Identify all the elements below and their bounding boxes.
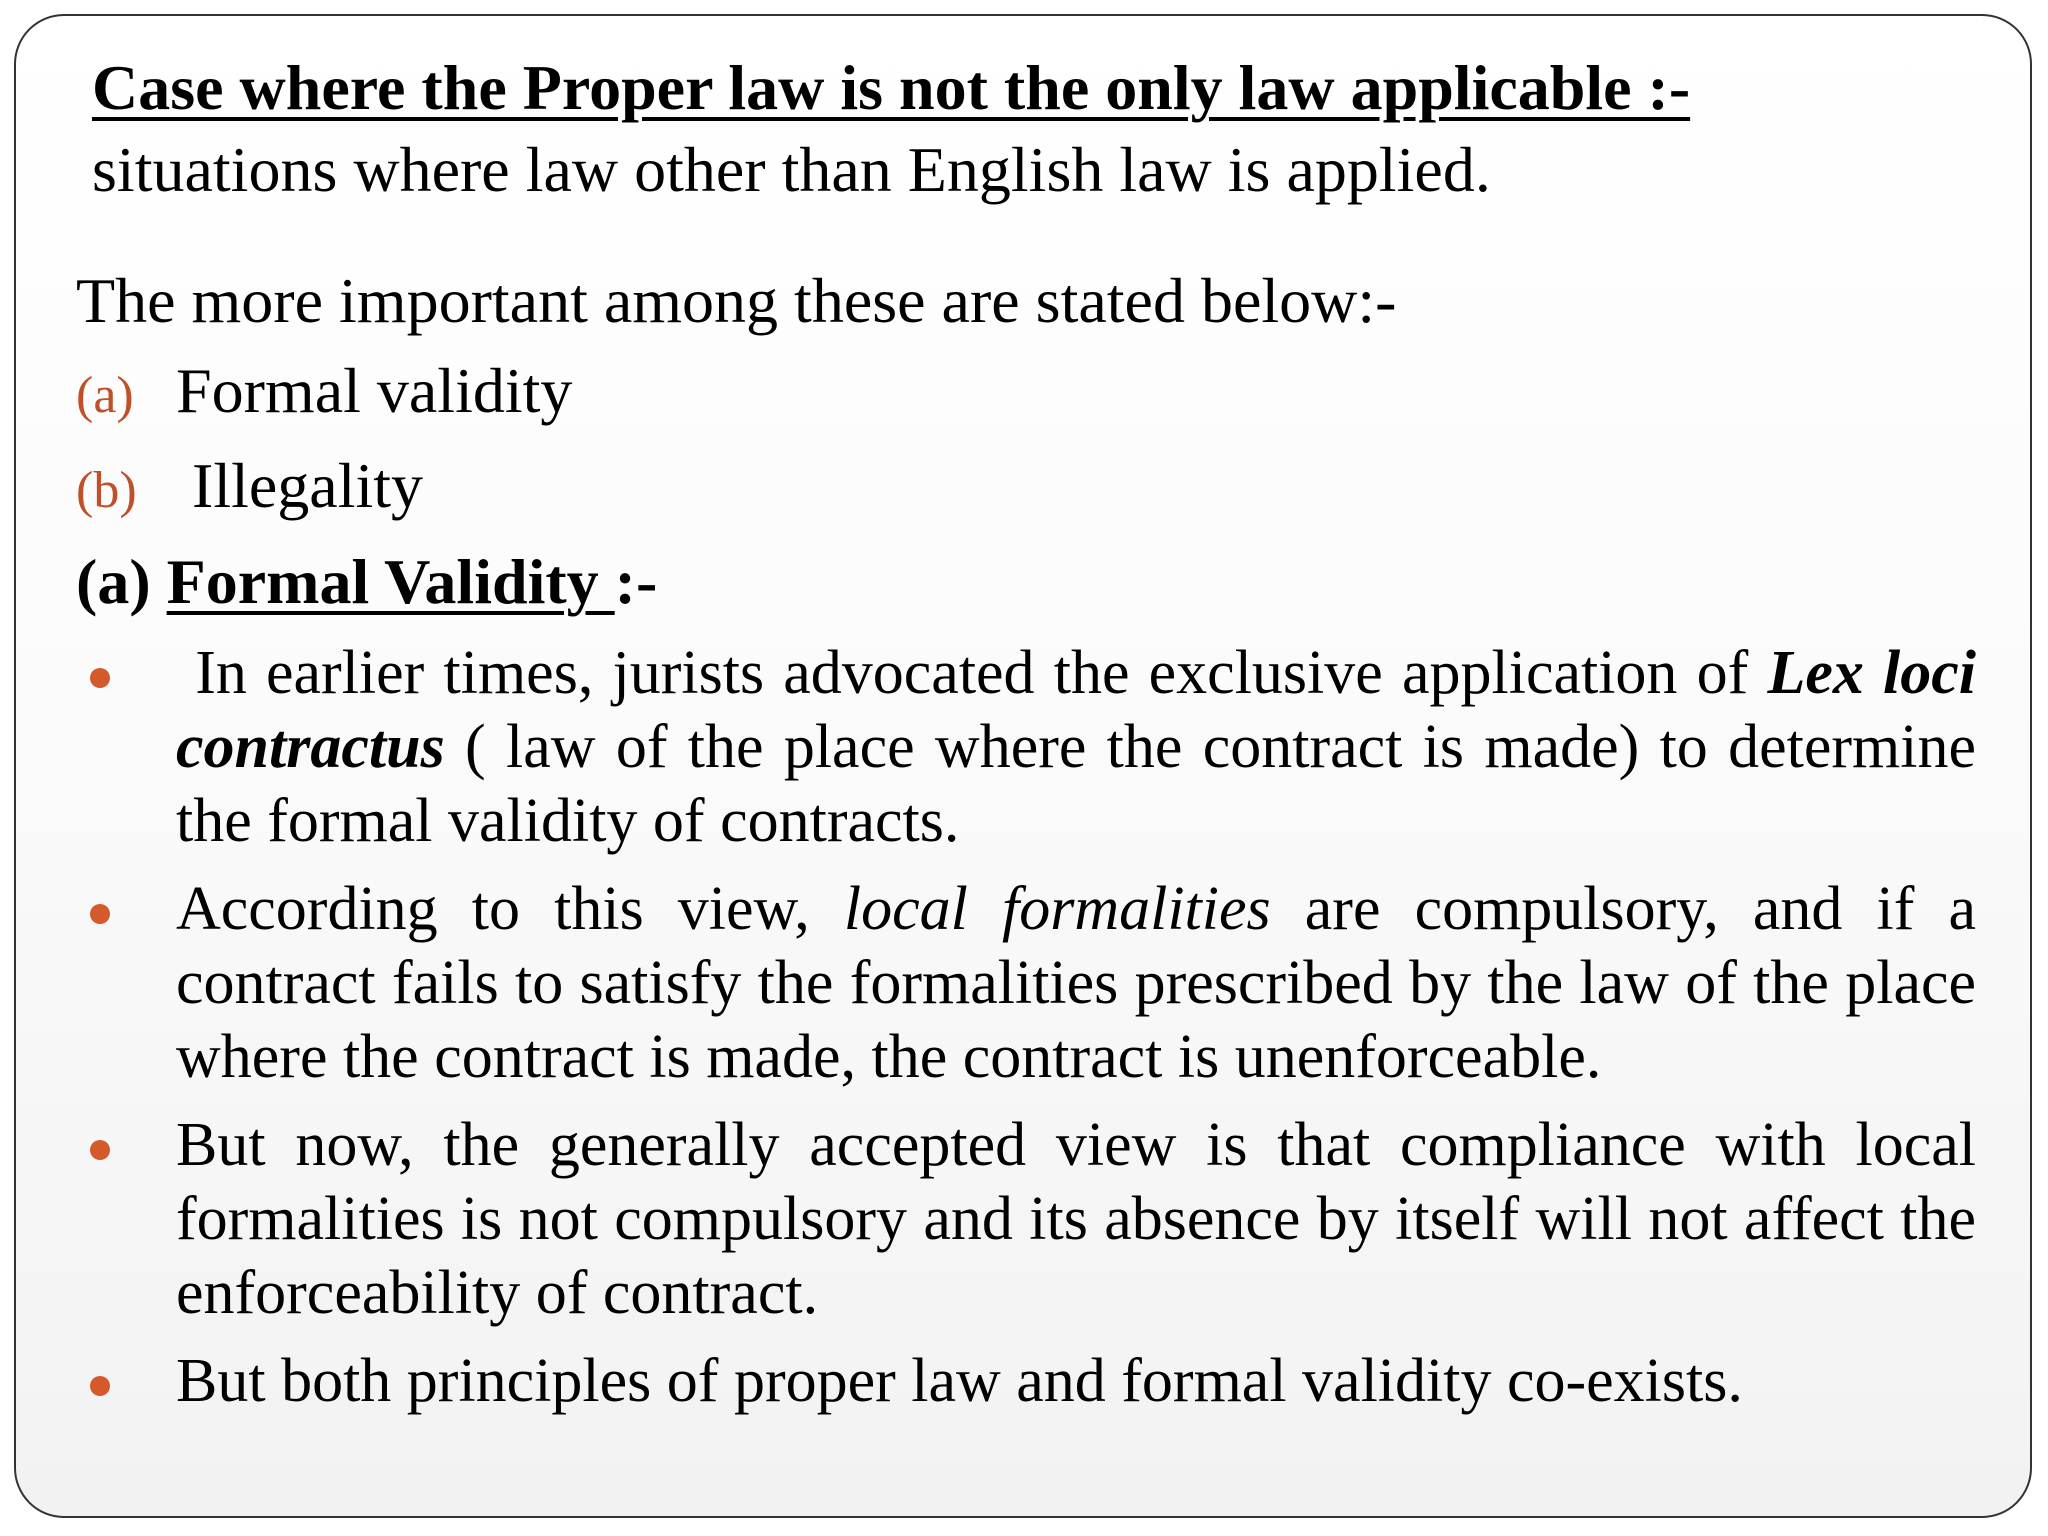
bullet-item (76, 1344, 1996, 1418)
bullet-dot-icon (76, 1344, 176, 1418)
enum-item-illegality (76, 441, 1996, 536)
bullet-text-part: are compulsory, and if a contract fails to satisfy the formalities prescribed by the law of the place where the contract is made, the contract is unenforceable. (176, 875, 1992, 1091)
section-suffix: :- (614, 546, 658, 617)
slide-subheading: situations where law other than English law is applied. (92, 134, 1491, 205)
slide-heading: Case where the Proper law is not the only law applicable :- (92, 52, 1691, 123)
latin-term: Lex loci contractus (176, 639, 1976, 781)
section-prefix: (a) (76, 546, 167, 617)
bullet-text (176, 636, 1992, 858)
intro-text: The more important among these are stated below:- (76, 265, 1397, 336)
bullet-item (76, 636, 1996, 858)
bullet-text: But both principles of proper law and formal validity co-exists. (176, 1347, 1743, 1415)
enum-label: Illegality (192, 450, 424, 521)
bullet-text: But now, the generally accepted view is that compliance with local formalities is not compulsory and its absence by itself will not affect the enforceability of contract. (176, 1111, 1976, 1327)
enum-label: Formal validity (176, 355, 573, 426)
section-title-text: Formal Validity (166, 546, 615, 617)
bullet-dot-icon (76, 636, 176, 710)
slide-body (76, 256, 1996, 1432)
section-title-formal-validity (76, 536, 1996, 628)
italic-term: local formalities (843, 875, 1271, 943)
bullet-text-part: ( law of the place where the contract is made) to determine the formal validity of contracts. (176, 713, 1992, 855)
bullet-item (76, 872, 1996, 1094)
bullet-text-part: In earlier times, jurists advocated the exclusive application of (176, 639, 1768, 707)
bullet-list (76, 636, 1996, 1418)
bullet-dot-icon (76, 1108, 176, 1182)
heading-block (92, 46, 1992, 210)
bullet-item (76, 1108, 1996, 1330)
bullet-text (176, 872, 1992, 1094)
slide (14, 14, 2032, 1518)
bullet-text-part: According to this view, (176, 875, 844, 943)
enum-marker-a: (a) (76, 367, 134, 424)
bullet-dot-icon (76, 872, 176, 946)
enum-item-formal-validity (76, 346, 1996, 441)
enum-marker-b: (b) (76, 462, 137, 519)
